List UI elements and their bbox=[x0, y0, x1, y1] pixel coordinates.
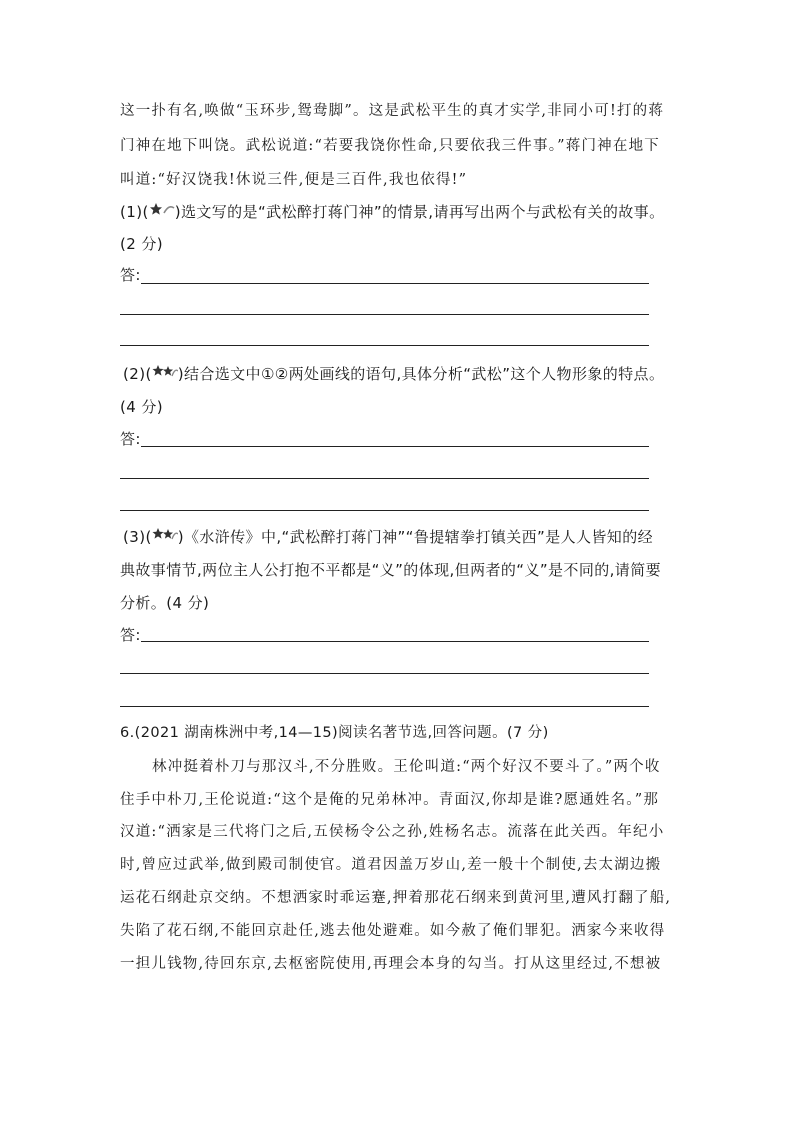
question-1-score: (2 分) bbox=[120, 235, 164, 253]
question-3-prefix: (3)( bbox=[123, 528, 152, 546]
question-6-heading: 6.(2021 湖南株洲中考,14—15)阅读名著节选,回答问题。(7 分) bbox=[120, 725, 549, 741]
answer-line-3-3[interactable] bbox=[120, 706, 649, 707]
answer-line-1-2[interactable] bbox=[120, 314, 649, 315]
passage2-line-6: 失陷了花石纲,不能回京赴任,逃去他处避难。如今赦了俺们罪犯。洒家今来收得 bbox=[120, 923, 666, 939]
passage-line-2: 门神在地下叫饶。武松说道:“若要我饶你性命,只要依我三件事。”蒋门神在地下 bbox=[120, 138, 660, 154]
question-3-text-line-3: 分析。(4 分) bbox=[120, 594, 210, 612]
answer-line-1-1[interactable] bbox=[141, 283, 649, 284]
passage2-line-1: 林冲挺着朴刀与那汉斗,不分胜败。王伦叫道:“两个好汉不要斗了。”两个收 bbox=[152, 759, 661, 775]
passage2-line-2: 住手中朴刀,王伦说道:“这个是俺的兄弟林冲。青面汉,你却是谁?愿通姓名。”那 bbox=[120, 792, 660, 808]
question-2-answer-label: 答: bbox=[120, 430, 141, 448]
passage2-line-4: 时,曾应过武举,做到殿司制使官。道君因盖万岁山,差一般十个制使,去太湖边搬 bbox=[120, 857, 662, 873]
question-3-prompt bbox=[123, 526, 653, 548]
passage-line-3: 叫道:“好汉饶我!休说三件,便是三百件,我也依得!” bbox=[120, 172, 468, 188]
answer-line-2-1[interactable] bbox=[141, 446, 649, 447]
answer-line-2-3[interactable] bbox=[120, 510, 649, 511]
question-1-text: )选文写的是“武松醉打蒋门神”的情景,请再写出两个与武松有关的故事。 bbox=[174, 203, 665, 221]
question-2-text: )结合选文中①②两处画线的语句,具体分析“武松”这个人物形象的特点。 bbox=[177, 365, 665, 383]
question-3-text-line-1: )《水浒传》中,“武松醉打蒋门神”“鲁提辖拳打镇关西”是人人皆知的经 bbox=[177, 528, 654, 546]
two-star-difficulty-icon bbox=[152, 525, 178, 547]
passage2-line-3: 汉道:“洒家是三代将门之后,五侯杨令公之孙,姓杨名志。流落在此关西。年纪小 bbox=[120, 824, 665, 840]
answer-line-3-2[interactable] bbox=[120, 673, 649, 674]
two-star-difficulty-icon bbox=[152, 362, 178, 384]
question-3-text-line-2: 典故事情节,两位主人公打抱不平都是“义”的体现,但两者的“义”是不同的,请简要 bbox=[120, 561, 661, 579]
answer-line-1-3[interactable] bbox=[120, 345, 649, 346]
question-2-prefix: (2)( bbox=[123, 365, 152, 383]
question-2-score: (4 分) bbox=[120, 398, 164, 416]
question-1-prefix: (1)( bbox=[120, 203, 149, 221]
one-star-difficulty-icon bbox=[149, 200, 175, 222]
question-2-prompt bbox=[123, 363, 664, 385]
question-1-prompt bbox=[120, 201, 664, 223]
question-1-answer-label: 答: bbox=[120, 266, 141, 284]
passage2-line-5: 运花石纲赴京交纳。不想洒家时乖运蹇,押着那花石纲来到黄河里,遭风打翻了船, bbox=[120, 890, 672, 906]
passage2-line-7: 一担儿钱物,待回东京,去枢密院使用,再理会本身的勾当。打从这里经过,不想被 bbox=[120, 956, 662, 972]
answer-line-3-1[interactable] bbox=[141, 641, 649, 642]
passage-line-1: 这一扑有名,唤做“玉环步,鸳鸯脚”。这是武松平生的真才实学,非同小可!打的蒋 bbox=[120, 103, 665, 119]
answer-line-2-2[interactable] bbox=[120, 478, 649, 479]
question-3-answer-label: 答: bbox=[120, 626, 141, 644]
